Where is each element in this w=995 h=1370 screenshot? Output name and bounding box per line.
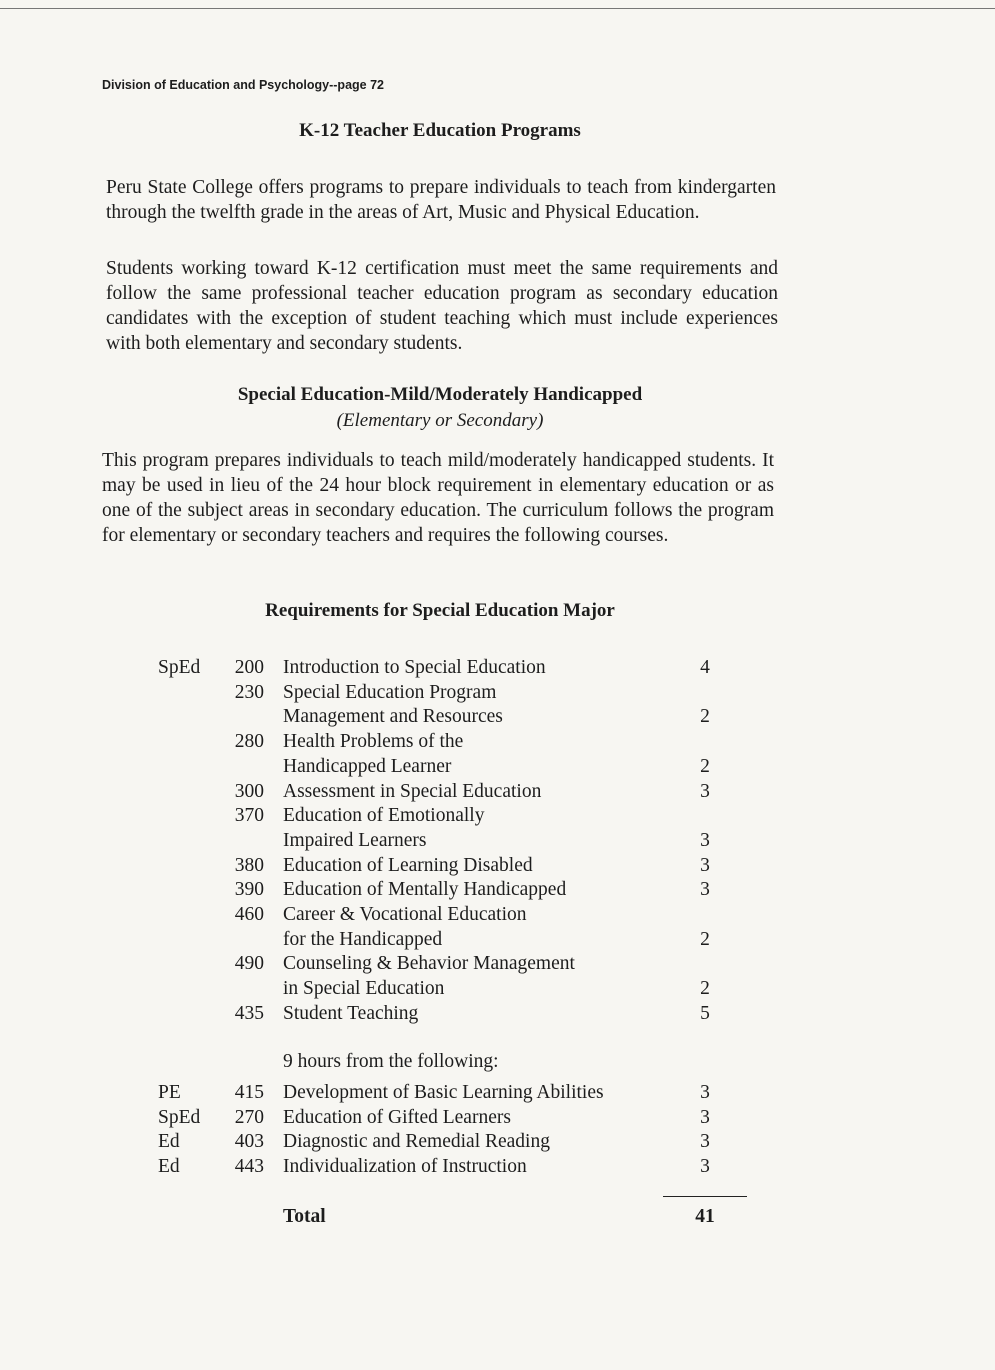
total-row [0, 1204, 995, 1229]
elective-row [0, 1154, 995, 1179]
total-value: 41 [695, 1206, 715, 1227]
course-credits: 3 [700, 1082, 710, 1103]
elective-heading: 9 hours from the following: [283, 1051, 499, 1072]
paragraph-k12-requirements: Students working toward K-12 certification must meet the same requirements and follow the same professional teacher education program as secondary education candidates with the exception of student teaching which must include experiences with both elementary and secondary students. [106, 258, 778, 354]
course-title: Individualization of Instruction [283, 1155, 527, 1177]
course-row [0, 779, 995, 804]
course-dept: Ed [158, 1155, 180, 1177]
course-dept: SpEd [158, 657, 201, 678]
course-title: Handicapped Learner [283, 755, 452, 777]
course-row [0, 877, 995, 902]
course-number: 390 [234, 879, 264, 901]
course-number: 460 [234, 904, 264, 925]
course-credits: 2 [700, 978, 710, 1000]
elective-row [0, 1105, 995, 1130]
course-title: Diagnostic and Remedial Reading [283, 1131, 550, 1152]
course-title: Student Teaching [283, 1002, 419, 1024]
course-title: Development of Basic Learning Abilities [283, 1082, 604, 1103]
course-credits: 2 [700, 755, 710, 777]
course-number: 270 [234, 1106, 264, 1128]
course-number: 435 [234, 1002, 264, 1024]
course-credits: 3 [700, 829, 710, 851]
paragraph-special-education: This program prepares individuals to teach mild/moderately handicapped students. It may be used in lieu of the 24 hour block requirement in elementary education or as one of the subject areas in secondary education. The curriculum follows the program for elementary or secondary teachers and requires the following courses. [102, 450, 774, 546]
course-title: Education of Learning Disabled [283, 854, 533, 876]
elective-row [0, 1080, 995, 1105]
course-credits: 3 [700, 879, 710, 901]
course-credits: 3 [700, 1131, 710, 1152]
course-title: in Special Education [283, 978, 445, 1000]
course-row [0, 902, 995, 927]
elective-row [0, 1129, 995, 1154]
requirements-title: Requirements for Special Education Major [265, 600, 615, 621]
course-number: 415 [234, 1082, 264, 1103]
running-head: Division of Education and Psychology--page 72 [102, 78, 384, 92]
course-row [0, 927, 995, 952]
course-row [0, 729, 995, 754]
course-dept: PE [158, 1082, 181, 1103]
course-credits: 3 [700, 780, 710, 802]
elective-heading-row [0, 1049, 995, 1074]
course-row [0, 853, 995, 878]
total-rule [663, 1196, 747, 1197]
course-title: Education of Mentally Handicapped [283, 879, 567, 901]
course-title: Special Education Program [283, 681, 497, 703]
course-number: 280 [234, 731, 264, 753]
course-title: for the Handicapped [283, 928, 443, 950]
course-credits: 3 [700, 1155, 710, 1177]
course-row [0, 680, 995, 705]
course-row [0, 704, 995, 729]
course-title: Assessment in Special Education [283, 780, 542, 802]
paragraph-k12-intro: Peru State College offers programs to prepare individuals to teach from kindergarten through the twelfth grade in the areas of Art, Music and Physical Education. [106, 177, 776, 223]
course-number: 200 [234, 657, 264, 678]
course-dept: Ed [158, 1131, 180, 1152]
section-title-special-education: Special Education-Mild/Moderately Handicapped [237, 384, 643, 405]
course-title: Career & Vocational Education [283, 904, 527, 925]
course-row [0, 828, 995, 853]
course-number: 403 [234, 1131, 264, 1152]
page-top-rule [0, 0, 995, 9]
course-credits: 2 [700, 706, 710, 728]
course-credits: 4 [700, 657, 710, 678]
course-row [0, 803, 995, 828]
section-subtitle-special-education: (Elementary or Secondary) [336, 410, 544, 431]
course-row [0, 1001, 995, 1026]
total-label: Total [283, 1206, 326, 1227]
course-number: 230 [234, 681, 264, 703]
course-title: Education of Gifted Learners [283, 1106, 511, 1128]
course-row [0, 951, 995, 976]
course-credits: 3 [700, 854, 710, 876]
course-number: 490 [234, 953, 264, 975]
course-credits: 3 [700, 1106, 710, 1128]
course-title: Management and Resources [283, 706, 503, 728]
section-title-k12: K-12 Teacher Education Programs [299, 120, 581, 141]
course-credits: 2 [700, 928, 710, 950]
course-title: Counseling & Behavior Management [283, 953, 575, 975]
course-credits: 5 [700, 1002, 710, 1024]
course-title: Health Problems of the [283, 731, 464, 753]
course-title: Education of Emotionally [283, 805, 485, 827]
course-number: 370 [234, 805, 264, 827]
course-dept: SpEd [158, 1106, 201, 1128]
course-row [0, 976, 995, 1001]
course-title: Impaired Learners [283, 829, 427, 851]
course-number: 300 [234, 780, 264, 802]
course-number: 380 [234, 854, 264, 876]
course-title: Introduction to Special Education [283, 657, 546, 678]
course-row [0, 754, 995, 779]
course-number: 443 [234, 1155, 264, 1177]
course-row [0, 655, 995, 680]
